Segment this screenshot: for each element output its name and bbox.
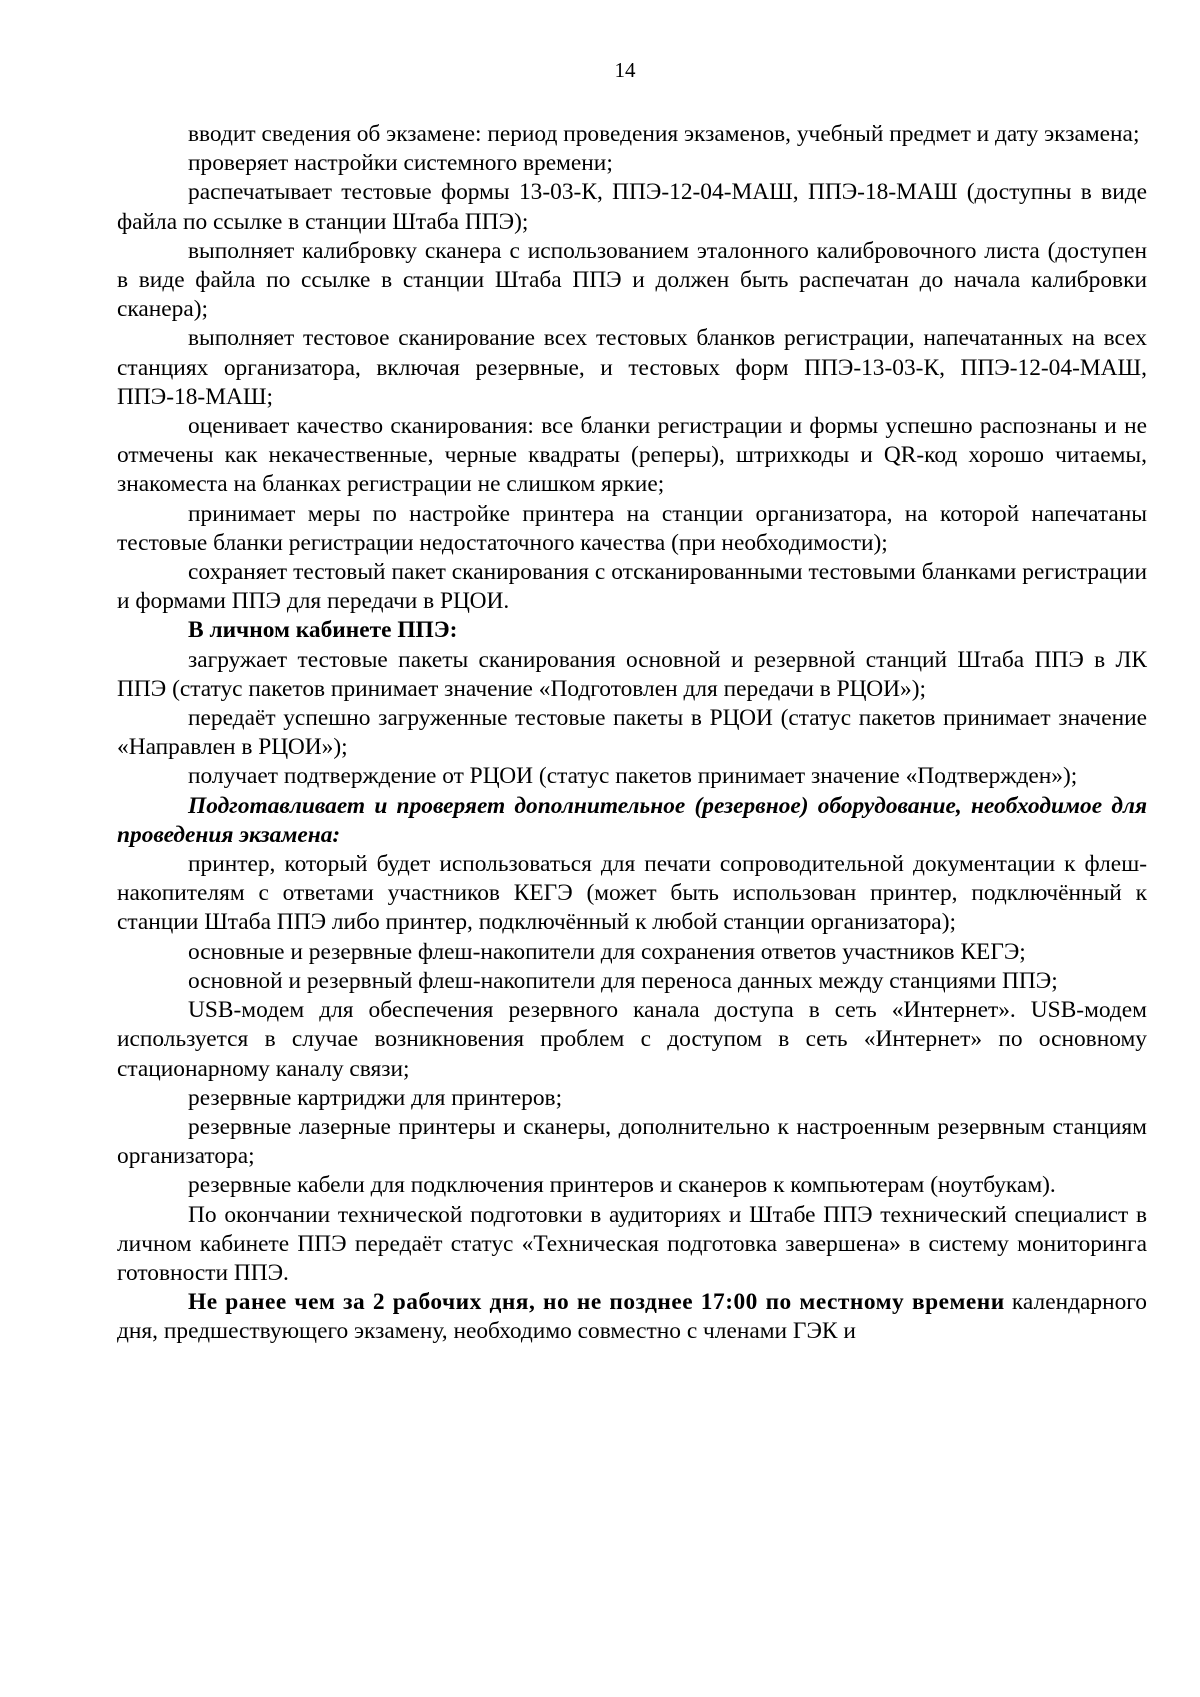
final-rest-text: календарного дня, предшествующего экзамену, необходимо совместно с членами ГЭК и bbox=[117, 1289, 1147, 1345]
paragraph: резервные картриджи для принтеров; bbox=[188, 1084, 563, 1111]
paragraph: оценивает качество сканирования: все бланки регистрации и формы успешно распознаны и не отмечены как некачественные, черные квадраты (реперы), штрихкоды и QR-код хорошо читаемы, знакоместа на бланках регистрации не слишком яркие; bbox=[117, 413, 1147, 498]
paragraph: принимает меры по настройке принтера на станции организатора, на которой напечатаны тестовые бланки регистрации недостаточного качества (при необходимости); bbox=[117, 500, 1147, 556]
paragraph: загружает тестовые пакеты сканирования основной и резервной станций Штаба ППЭ в ЛК ППЭ (статус пакетов принимает значение «Подготовлен для передачи в РЦОИ»); bbox=[117, 646, 1147, 702]
paragraph: резервные лазерные принтеры и сканеры, дополнительно к настроенным резервным станциям организатора; bbox=[117, 1113, 1147, 1170]
final-paragraph bbox=[117, 1288, 1147, 1346]
page-number: 14 bbox=[614, 58, 636, 82]
paragraph: вводит сведения об экзамене: период проведения экзаменов, учебный предмет и дату экзамена; bbox=[188, 121, 1140, 147]
paragraph: основной и резервный флеш-накопители для переноса данных между станциями ППЭ; bbox=[188, 967, 1058, 994]
paragraph: По окончании технической подготовки в аудиториях и Штабе ППЭ технический специалист в личном кабинете ППЭ передаёт статус «Техническая подготовка завершена» в систему мониторинга готовности ППЭ. bbox=[117, 1201, 1147, 1286]
paragraph: выполняет тестовое сканирование всех тестовых бланков регистрации, напечатанных на всех станциях организатора, включая резервные, и тестовых форм ППЭ-13-03-К, ППЭ-12-04-МАШ, ППЭ-18-МАШ; bbox=[117, 325, 1147, 410]
final-bold-text: Не ранее чем за 2 рабочих дня, но не позднее 17:00 по местному времени bbox=[188, 1289, 1005, 1316]
paragraph: проверяет настройки системного времени; bbox=[188, 150, 613, 177]
paragraph: основные и резервные флеш-накопители для сохранения ответов участников КЕГЭ; bbox=[188, 938, 1026, 965]
paragraph: распечатывает тестовые формы 13-03-К, ППЭ-12-04-МАШ, ППЭ-18-МАШ (доступны в виде файла по ссылке в станции Штаба ППЭ); bbox=[117, 179, 1147, 235]
paragraph: резервные кабели для подключения принтеров и сканеров к компьютерам (ноутбукам). bbox=[188, 1172, 1056, 1199]
section-heading-lk: В личном кабинете ППЭ: bbox=[188, 617, 458, 644]
paragraph: USB-модем для обеспечения резервного канала доступа в сеть «Интернет». USB-модем используется в случае возникновения проблем с доступом в сеть «Интернет» по основному стационарному каналу связи; bbox=[117, 997, 1147, 1082]
paragraph: сохраняет тестовый пакет сканирования с отсканированными тестовыми бланками регистрации и формами ППЭ для передачи в РЦОИ. bbox=[117, 559, 1147, 615]
paragraph: принтер, который будет использоваться для печати сопроводительной документации к флеш-накопителям с ответами участников КЕГЭ (может быть использован принтер, подключённый к станции Штаба ППЭ либо принтер, подключённый к любой станции организатора); bbox=[117, 851, 1147, 936]
paragraph: передаёт успешно загруженные тестовые пакеты в РЦОИ (статус пакетов принимает значение «Направлен в РЦОИ»); bbox=[117, 705, 1147, 761]
paragraph: выполняет калибровку сканера с использованием эталонного калибровочного листа (доступен в виде файла по ссылке в станции Штаба ППЭ и должен быть распечатан до начала калибровки сканера); bbox=[117, 237, 1147, 323]
paragraph: получает подтверждение от РЦОИ (статус пакетов принимает значение «Подтвержден»); bbox=[188, 763, 1078, 790]
section-heading-equipment: Подготавливает и проверяет дополнительное (резервное) оборудование, необходимое для проведения экзамена: bbox=[117, 792, 1147, 848]
document-body bbox=[117, 120, 1147, 1347]
